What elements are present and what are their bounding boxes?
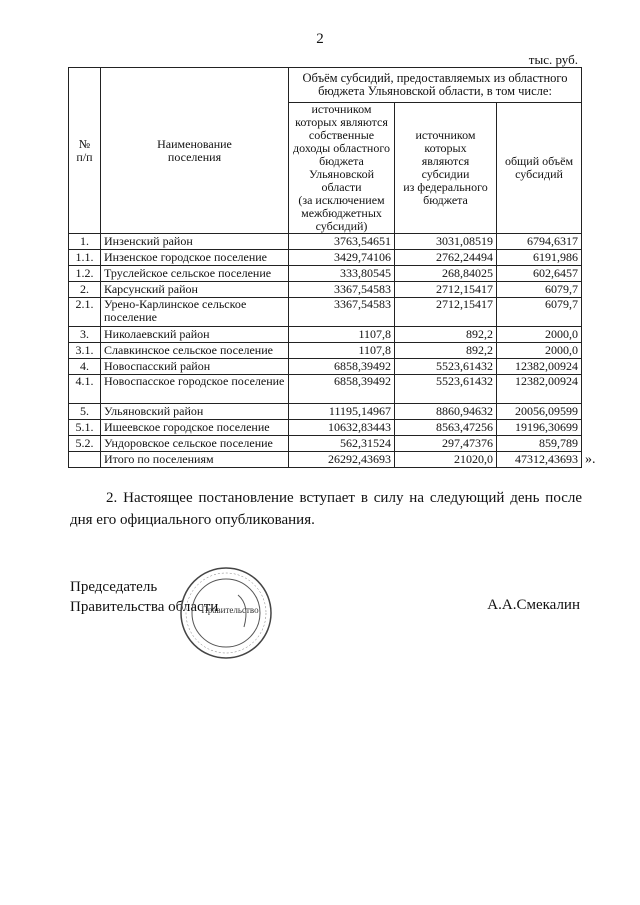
header-name: Наименование поселения <box>101 68 289 234</box>
row-federal: 3031,08519 <box>395 234 497 250</box>
row-federal: 5523,61432 <box>395 375 497 404</box>
table-row <box>69 420 582 436</box>
table-row <box>69 234 582 250</box>
row-number: 2. <box>69 282 101 298</box>
row-name: Урено-Карлинское сельское поселение <box>101 298 289 327</box>
row-name: Новоспасский район <box>101 359 289 375</box>
row-own-revenue: 562,31524 <box>289 436 395 452</box>
row-number: 1.1. <box>69 250 101 266</box>
row-federal: 2762,24494 <box>395 250 497 266</box>
row-name: Инзенское городское поселение <box>101 250 289 266</box>
row-number: 1.2. <box>69 266 101 282</box>
row-number: 3. <box>69 327 101 343</box>
units-label: тыс. руб. <box>528 52 578 67</box>
row-total: 6079,7 <box>497 298 582 327</box>
closing-quote: ». <box>585 452 596 467</box>
row-total: 2000,0 <box>497 343 582 359</box>
table-row <box>69 343 582 359</box>
row-number: 1. <box>69 234 101 250</box>
row-total: 859,789 <box>497 436 582 452</box>
row-federal: 5523,61432 <box>395 359 497 375</box>
row-total: 12382,00924 <box>497 359 582 375</box>
row-federal: 2712,15417 <box>395 298 497 327</box>
row-federal: 297,47376 <box>395 436 497 452</box>
row-total: 47312,43693 <box>497 452 582 468</box>
row-total: 12382,00924 <box>497 375 582 404</box>
row-number <box>69 452 101 468</box>
row-number: 4.1. <box>69 375 101 404</box>
subsidies-table <box>68 67 582 468</box>
row-own-revenue: 1107,8 <box>289 327 395 343</box>
table-row <box>69 327 582 343</box>
row-own-revenue: 10632,83443 <box>289 420 395 436</box>
header-total: общий объём субсидий <box>497 103 582 234</box>
row-total: 20056,09599 <box>497 404 582 420</box>
row-own-revenue: 1107,8 <box>289 343 395 359</box>
table-row <box>69 359 582 375</box>
table-row <box>69 452 582 468</box>
row-number: 2.1. <box>69 298 101 327</box>
row-own-revenue: 3429,74106 <box>289 250 395 266</box>
row-federal: 21020,0 <box>395 452 497 468</box>
row-own-revenue: 3763,54651 <box>289 234 395 250</box>
row-own-revenue: 3367,54583 <box>289 282 395 298</box>
table-row <box>69 436 582 452</box>
row-name: Ундоровское сельское поселение <box>101 436 289 452</box>
row-own-revenue: 3367,54583 <box>289 298 395 327</box>
row-own-revenue: 333,80545 <box>289 266 395 282</box>
signatory-name: А.А.Смекалин <box>487 597 580 613</box>
table-body <box>69 234 582 468</box>
table-row <box>69 375 582 404</box>
row-total: 6794,6317 <box>497 234 582 250</box>
row-name: Карсунский район <box>101 282 289 298</box>
seal-text: Правительство <box>201 605 259 615</box>
table-row <box>69 250 582 266</box>
row-name: Новоспасское городское поселение <box>101 375 289 404</box>
table-row <box>69 266 582 282</box>
row-name: Ишеевское городское поселение <box>101 420 289 436</box>
row-own-revenue: 6858,39492 <box>289 375 395 404</box>
row-number: 4. <box>69 359 101 375</box>
row-own-revenue: 6858,39492 <box>289 359 395 375</box>
page-number: 2 <box>316 31 324 47</box>
row-total: 19196,30699 <box>497 420 582 436</box>
row-total: 6191,986 <box>497 250 582 266</box>
row-name: Итого по поселениям <box>101 452 289 468</box>
row-total: 2000,0 <box>497 327 582 343</box>
row-total: 6079,7 <box>497 282 582 298</box>
header-own-revenue: источником которых являются собственные доходы областного бюджета Ульяновской области (за исключением межбюджетных субсидий) <box>289 103 395 234</box>
header-group: Объём субсидий, предоставляемых из областного бюджета Ульяновской области, в том числе: <box>289 68 582 103</box>
row-number: 5.2. <box>69 436 101 452</box>
row-name: Славкинское сельское поселение <box>101 343 289 359</box>
row-federal: 268,84025 <box>395 266 497 282</box>
row-name: Инзенский район <box>101 234 289 250</box>
signatory-title: Председатель Правительства области <box>70 579 219 615</box>
row-total: 602,6457 <box>497 266 582 282</box>
row-number: 5. <box>69 404 101 420</box>
table-row <box>69 404 582 420</box>
row-federal: 2712,15417 <box>395 282 497 298</box>
header-federal: источником которых являются субсидии из федерального бюджета <box>395 103 497 234</box>
row-own-revenue: 11195,14967 <box>289 404 395 420</box>
row-number: 3.1. <box>69 343 101 359</box>
table-row <box>69 282 582 298</box>
paragraph-effective-date: 2. Настоящее постановление вступает в силу на следующий день после дня его официального опубликования. <box>70 490 582 528</box>
row-federal: 8563,47256 <box>395 420 497 436</box>
row-name: Труслейское сельское поселение <box>101 266 289 282</box>
official-seal <box>178 565 274 661</box>
row-name: Ульяновский район <box>101 404 289 420</box>
table-row <box>69 298 582 327</box>
header-num: № п/п <box>69 68 101 234</box>
row-federal: 892,2 <box>395 343 497 359</box>
row-federal: 892,2 <box>395 327 497 343</box>
row-number: 5.1. <box>69 420 101 436</box>
row-federal: 8860,94632 <box>395 404 497 420</box>
row-name: Николаевский район <box>101 327 289 343</box>
row-own-revenue: 26292,43693 <box>289 452 395 468</box>
